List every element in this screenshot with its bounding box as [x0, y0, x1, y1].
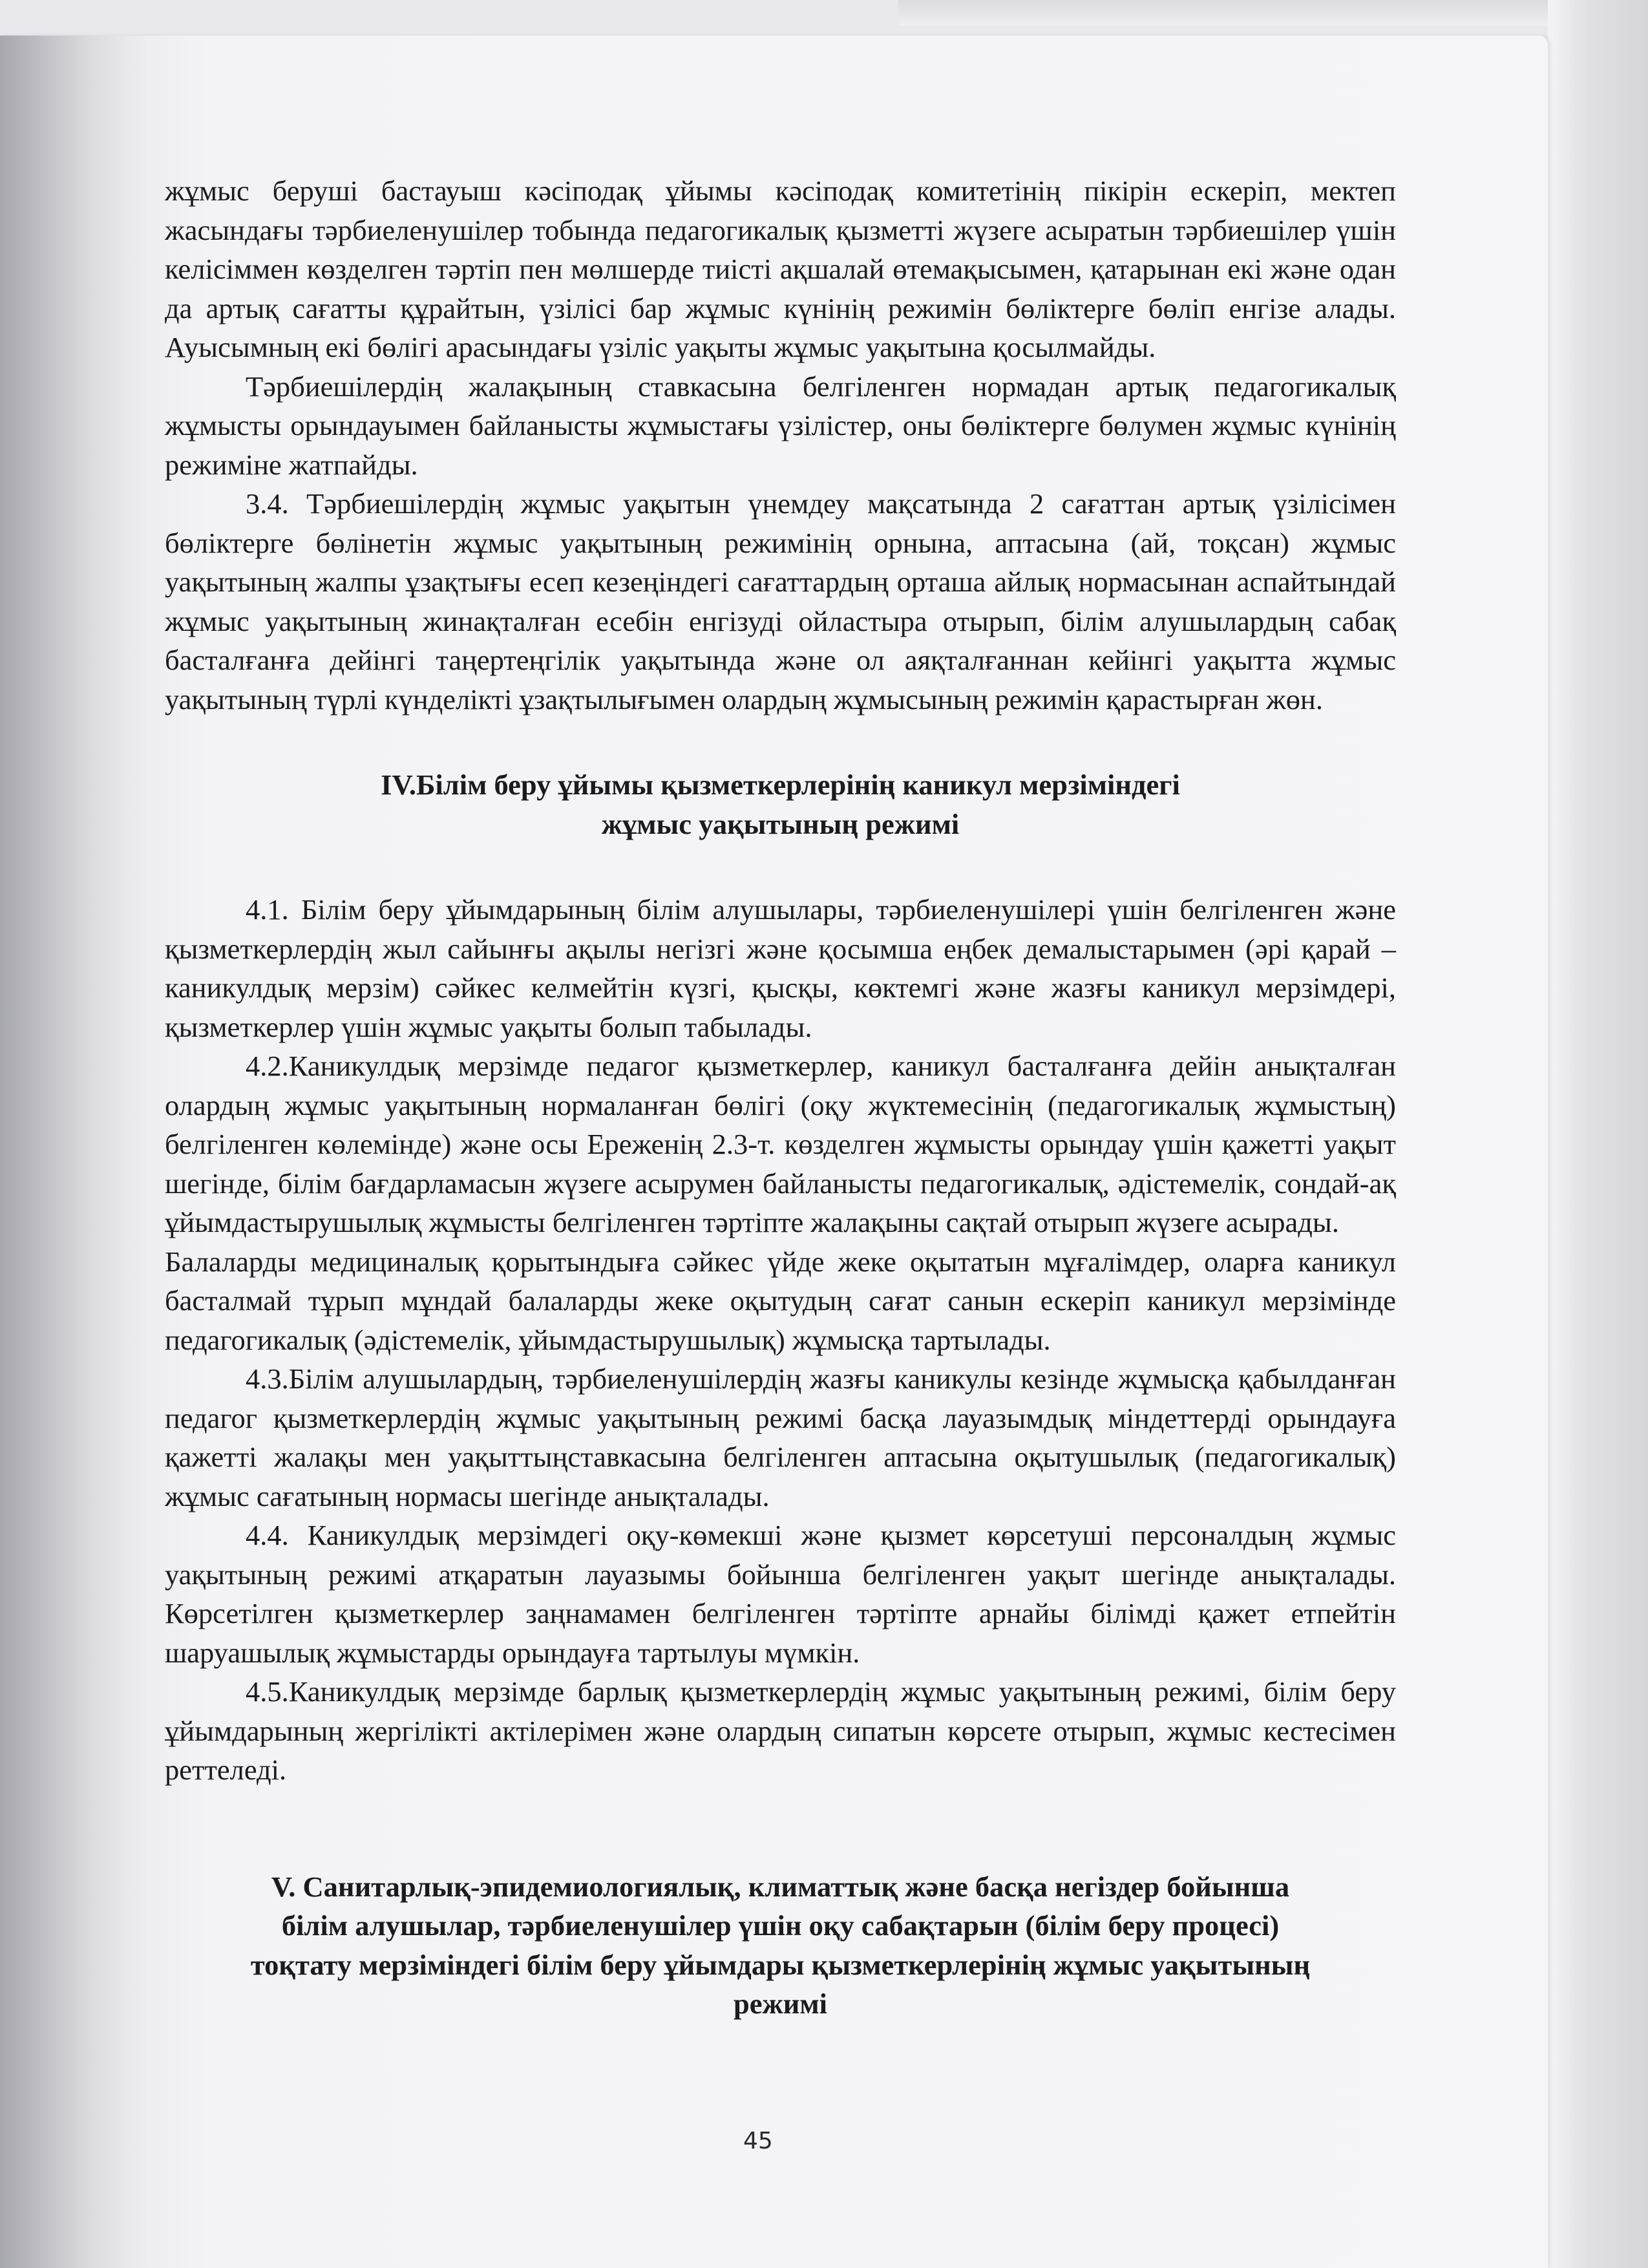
paragraph-3-4: 3.4. Тәрбиешілердің жұмыс уақытын үнемдеу мақсатында 2 сағаттан артық үзілісімен бөліктерге бөлінетін жұмыс уақытының режимінің орнына, аптасына (ай, тоқсан) жұмыс уақытының жалпы ұзақтығы есеп кезеңіндегі сағаттардың орташа айлық нормасынан аспайтындай жұмыс уақытының жинақталған есебін енгізуді ойластыра отырып, білім алушылардың сабақ басталғанға дейінгі таңертеңгілік уақытында және ол аяқталғаннан кейінгі уақытта жұмыс уақытының түрлі күнделікті ұзақтылығымен олардың жұмысының режимін қарастырған жөн.	[165, 487, 1396, 715]
section-4-heading	[165, 765, 1396, 843]
paragraph-4-2: 4.2.Каникулдық мерзімде педагог қызметкерлер, каникул басталғанға дейін анықталған олардың жұмыс уақытының нормаланған бөлігі (оқу жүктемесінің (педагогикалық жұмыстың) белгіленген көлемінде) және осы Ереженің 2.3-т. көзделген жұмысты орындау үшін қажетті уақыт шегінде, білім бағдарламасын жүзеге асырумен байланысты педагогикалық, әдістемелік, сондай-ақ ұйымдастырушылық жұмысты белгіленген тәртіпте жалақыны сақтай отырып жүзеге асырады.	[165, 1050, 1396, 1238]
page-body	[165, 171, 1396, 2024]
section-4-heading-line: жұмыс уақытының режимі	[601, 807, 960, 840]
paragraph-continued: жұмыс беруші бастауыш кәсіподақ ұйымы кәсіподақ комитетінің пікірін ескеріп, мектеп жасындағы тәрбиеленушілер тобында педагогикалық қызметті жүзеге асыратын тәрбиешілер үшін келісіммен көзделген тәртіп пен мөлшерде тиісті ақшалай өтемақысымен, қатарынан екі және одан да артық сағатты құрайтын, үзілісі бар жұмыс күнінің режимін бөліктерге бөліп енгізе алады. Ауысымның екі бөлігі арасындағы үзіліс уақыты жұмыс уақытына қосылмайды.	[165, 175, 1396, 363]
page-number: 45	[743, 2128, 773, 2154]
binding-gutter-shadow	[0, 36, 149, 2268]
section-4-heading-line: IV.Білім беру ұйымы қызметкерлерінің каникул мерзіміндегі	[381, 768, 1180, 801]
section-5-heading-line: тоқтату мерзіміндегі білім беру ұйымдары қызметкерлерінің жұмыс уақытының	[250, 1948, 1311, 1981]
section-5-heading-line: режимі	[733, 1987, 828, 2020]
section-5-heading	[165, 1867, 1396, 2024]
paragraph-4-5: 4.5.Каникулдық мерзімде барлық қызметкерлердің жұмыс уақытының режимі, білім беру ұйымдарының жергілікті актілерімен және олардың сипатын көрсете отырып, жұмыс кестесімен реттеледі.	[165, 1675, 1396, 1786]
document-page	[0, 36, 1548, 2268]
background-book-edge-right	[1548, 0, 1648, 2268]
paragraph-4-1: 4.1. Білім беру ұйымдарының білім алушылары, тәрбиеленушілері үшін белгіленген және қызметкерлердің жыл сайынғы ақылы негізгі және қосымша еңбек демалыстарымен (әрі қарай – каникулдық мерзім) сәйкес келмейтін күзгі, қысқы, көктемгі және жазғы каникул мерзімдері, қызметкерлер үшін жұмыс уақыты болып табылады.	[165, 893, 1396, 1043]
section-5-heading-line: білім алушылар, тәрбиеленушілер үшін оқу сабақтарын (білім беру процесі)	[281, 1909, 1280, 1942]
paragraph-4-3: 4.3.Білім алушылардың, тәрбиеленушілердің жазғы каникулы кезінде жұмысқа қабылданған педагог қызметкерлердің жұмыс уақытының режимі басқа лауазымдық міндеттерді орындауға қажетті жалақы мен уақыттыңставкасына белгіленген аптасына оқытушылық (педагогикалық) жұмыс сағатының нормасы шегінде анықталады.	[165, 1362, 1396, 1512]
background-book-edge-top	[898, 0, 1648, 26]
section-5-heading-line: V. Санитарлық-эпидемиологиялық, климаттық және басқа негіздер бойынша	[271, 1870, 1290, 1903]
paragraph-home-teachers: Балаларды медициналық қорытындыға сәйкес үйде жеке оқытатын мұғалімдер, оларға каникул басталмай тұрып мұндай балаларды жеке оқытудың сағат санын ескеріп каникул мерзімінде педагогикалық (әдістемелік, ұйымдастырушылық) жұмысқа тартылады.	[165, 1245, 1396, 1356]
paragraph: Тәрбиешілердің жалақының ставкасына белгіленген нормадан артық педагогикалық жұмысты орындауымен байланысты жұмыстағы үзілістер, оны бөліктерге бөлумен жұмыс күнінің режиміне жатпайды.	[165, 370, 1396, 481]
paragraph-4-4: 4.4. Каникулдық мерзімдегі оқу-көмекші және қызмет көрсетуші персоналдың жұмыс уақытының режимі атқаратын лауазымы бойынша белгіленген уақыт шегінде анықталады. Көрсетілген қызметкерлер заңнамамен белгіленген тәртіпте арнайы білімді қажет етпейтін шаруашылық жұмыстарды орындауға тартылуы мүмкін.	[165, 1519, 1396, 1669]
